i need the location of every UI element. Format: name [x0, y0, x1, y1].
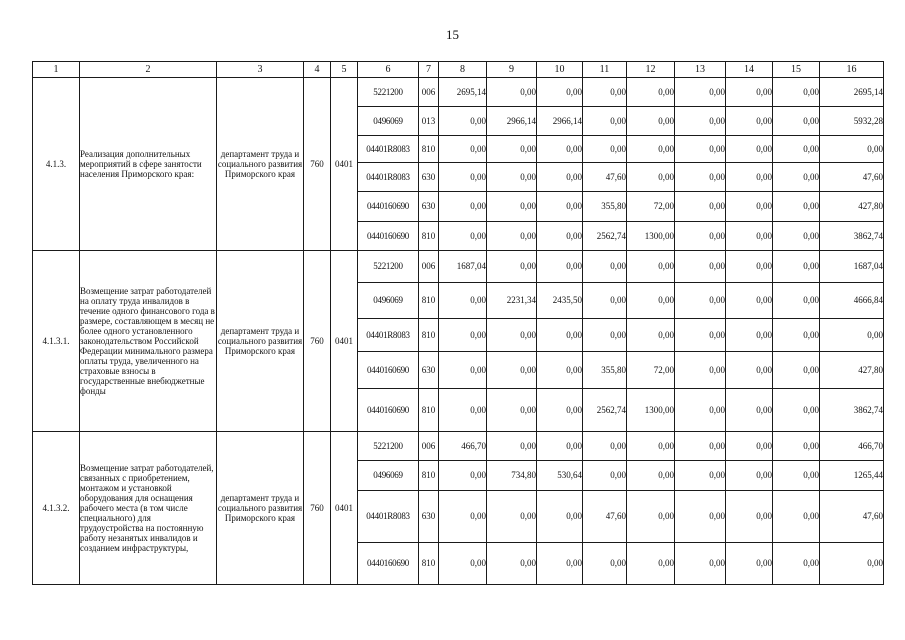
amount-cell: 1300,00 [627, 389, 675, 432]
header-cell: 2 [80, 62, 217, 78]
amount-cell: 3862,74 [820, 389, 884, 432]
amount-cell: 4666,84 [820, 283, 884, 319]
amount-cell: 0,00 [583, 432, 627, 461]
amount-cell: 1300,00 [627, 222, 675, 251]
target-article-cell: 0496069 [358, 283, 419, 319]
table-body [33, 78, 884, 585]
amount-cell: 0,00 [675, 78, 726, 107]
expense-type-cell: 810 [419, 389, 439, 432]
target-article-cell: 5221200 [358, 78, 419, 107]
amount-cell: 466,70 [439, 432, 487, 461]
amount-cell: 0,00 [726, 389, 773, 432]
target-article-cell: 5221200 [358, 432, 419, 461]
target-article-cell: 0440160690 [358, 389, 419, 432]
amount-cell: 0,00 [773, 251, 820, 283]
header-cell: 4 [304, 62, 331, 78]
amount-cell: 0,00 [487, 251, 537, 283]
amount-cell: 0,00 [537, 319, 583, 352]
target-article-cell: 0440160690 [358, 352, 419, 389]
amount-cell: 734,80 [487, 461, 537, 491]
amount-cell: 0,00 [675, 136, 726, 163]
amount-cell: 0,00 [537, 543, 583, 585]
amount-cell: 0,00 [675, 163, 726, 192]
amount-cell: 0,00 [726, 251, 773, 283]
rzpr-cell: 0401 [331, 432, 358, 585]
target-article-cell: 04401R8083 [358, 163, 419, 192]
amount-cell: 0,00 [439, 491, 487, 543]
amount-cell: 0,00 [773, 543, 820, 585]
amount-cell: 0,00 [726, 543, 773, 585]
amount-cell: 2562,74 [583, 389, 627, 432]
header-cell: 16 [820, 62, 884, 78]
target-article-cell: 0440160690 [358, 222, 419, 251]
amount-cell: 0,00 [583, 543, 627, 585]
target-article-cell: 0440160690 [358, 543, 419, 585]
amount-cell: 0,00 [583, 283, 627, 319]
amount-cell: 0,00 [773, 222, 820, 251]
amount-cell: 0,00 [627, 491, 675, 543]
amount-cell: 0,00 [487, 78, 537, 107]
measure-code-cell: 4.1.3. [33, 78, 80, 251]
amount-cell: 0,00 [773, 163, 820, 192]
target-article-cell: 04401R8083 [358, 319, 419, 352]
amount-cell: 2562,74 [583, 222, 627, 251]
amount-cell: 0,00 [487, 543, 537, 585]
amount-cell: 0,00 [583, 136, 627, 163]
amount-cell: 0,00 [583, 107, 627, 136]
amount-cell: 0,00 [773, 491, 820, 543]
amount-cell: 0,00 [820, 136, 884, 163]
amount-cell: 0,00 [439, 163, 487, 192]
amount-cell: 427,80 [820, 352, 884, 389]
amount-cell: 0,00 [726, 352, 773, 389]
amount-cell: 0,00 [820, 319, 884, 352]
amount-cell: 2695,14 [439, 78, 487, 107]
amount-cell: 0,00 [675, 192, 726, 222]
executor-cell: департамент труда и социального развития Приморского края [217, 78, 304, 251]
expense-type-cell: 630 [419, 163, 439, 192]
amount-cell: 0,00 [439, 352, 487, 389]
expense-type-cell: 630 [419, 491, 439, 543]
amount-cell: 0,00 [487, 319, 537, 352]
amount-cell: 466,70 [820, 432, 884, 461]
table-row [33, 251, 884, 283]
amount-cell: 0,00 [583, 319, 627, 352]
header-cell: 5 [331, 62, 358, 78]
amount-cell: 0,00 [726, 461, 773, 491]
amount-cell: 0,00 [773, 389, 820, 432]
header-cell: 9 [487, 62, 537, 78]
amount-cell: 0,00 [773, 283, 820, 319]
amount-cell: 2231,34 [487, 283, 537, 319]
amount-cell: 47,60 [583, 163, 627, 192]
target-article-cell: 0496069 [358, 107, 419, 136]
amount-cell: 0,00 [439, 107, 487, 136]
amount-cell: 0,00 [487, 192, 537, 222]
amount-cell: 0,00 [726, 78, 773, 107]
amount-cell: 0,00 [773, 107, 820, 136]
amount-cell: 72,00 [627, 192, 675, 222]
header-cell: 1 [33, 62, 80, 78]
amount-cell: 0,00 [726, 319, 773, 352]
expense-type-cell: 810 [419, 543, 439, 585]
amount-cell: 0,00 [627, 251, 675, 283]
amount-cell: 47,60 [820, 163, 884, 192]
amount-cell: 0,00 [726, 107, 773, 136]
table-row [33, 432, 884, 461]
amount-cell: 0,00 [726, 192, 773, 222]
header-cell: 11 [583, 62, 627, 78]
amount-cell: 1265,44 [820, 461, 884, 491]
measure-name-cell: Возмещение затрат работодателей, связанных с приобретением, монтажом и установкой оборудования для оснащения рабочего места (в том числе специального) для трудоустройства на постоянную работу незанятых инвалидов и созданием инфраструктуры, [80, 432, 217, 585]
expense-type-cell: 006 [419, 251, 439, 283]
expense-type-cell: 810 [419, 319, 439, 352]
page-number: 15 [446, 27, 459, 42]
amount-cell: 0,00 [675, 491, 726, 543]
amount-cell: 0,00 [537, 192, 583, 222]
amount-cell: 0,00 [627, 78, 675, 107]
amount-cell: 0,00 [537, 251, 583, 283]
amount-cell: 0,00 [675, 319, 726, 352]
amount-cell: 0,00 [675, 461, 726, 491]
measure-code-cell: 4.1.3.1. [33, 251, 80, 432]
amount-cell: 0,00 [439, 461, 487, 491]
header-cell: 6 [358, 62, 419, 78]
amount-cell: 0,00 [627, 461, 675, 491]
amount-cell: 2435,50 [537, 283, 583, 319]
amount-cell: 0,00 [537, 78, 583, 107]
amount-cell: 0,00 [439, 389, 487, 432]
amount-cell: 0,00 [773, 461, 820, 491]
amount-cell: 0,00 [439, 283, 487, 319]
amount-cell: 0,00 [773, 192, 820, 222]
executor-cell: департамент труда и социального развития Приморского края [217, 251, 304, 432]
amount-cell: 0,00 [439, 543, 487, 585]
amount-cell: 0,00 [726, 283, 773, 319]
amount-cell: 0,00 [820, 543, 884, 585]
header-cell: 8 [439, 62, 487, 78]
amount-cell: 0,00 [726, 136, 773, 163]
target-article-cell: 04401R8083 [358, 136, 419, 163]
measure-name-cell: Возмещение затрат работодателей на оплату труда инвалидов в течение одного финансового года в размере, составляющем в месяц не более одного установленного законодательством Российской Федерации минимального размера оплаты труда, увеличенного на страховые взносы в государственные внебюджетные фонды [80, 251, 217, 432]
amount-cell: 0,00 [537, 389, 583, 432]
amount-cell: 0,00 [675, 352, 726, 389]
amount-cell: 0,00 [627, 163, 675, 192]
amount-cell: 0,00 [675, 222, 726, 251]
table-header [33, 62, 884, 78]
amount-cell: 0,00 [537, 163, 583, 192]
amount-cell: 0,00 [487, 389, 537, 432]
amount-cell: 0,00 [627, 319, 675, 352]
header-cell: 13 [675, 62, 726, 78]
measure-name-cell: Реализация дополнительных мероприятий в сфере занятости населения Приморского края: [80, 78, 217, 251]
expense-type-cell: 630 [419, 352, 439, 389]
amount-cell: 0,00 [773, 78, 820, 107]
target-article-cell: 0496069 [358, 461, 419, 491]
amount-cell: 0,00 [627, 283, 675, 319]
amount-cell: 0,00 [627, 136, 675, 163]
grbs-cell: 760 [304, 251, 331, 432]
rzpr-cell: 0401 [331, 251, 358, 432]
amount-cell: 0,00 [439, 222, 487, 251]
amount-cell: 0,00 [675, 283, 726, 319]
amount-cell: 355,80 [583, 352, 627, 389]
amount-cell: 0,00 [487, 491, 537, 543]
amount-cell: 0,00 [537, 222, 583, 251]
amount-cell: 0,00 [439, 136, 487, 163]
amount-cell: 0,00 [675, 251, 726, 283]
expense-type-cell: 810 [419, 136, 439, 163]
amount-cell: 0,00 [583, 461, 627, 491]
amount-cell: 0,00 [726, 491, 773, 543]
amount-cell: 72,00 [627, 352, 675, 389]
rzpr-cell: 0401 [331, 78, 358, 251]
grbs-cell: 760 [304, 432, 331, 585]
target-article-cell: 04401R8083 [358, 491, 419, 543]
target-article-cell: 0440160690 [358, 192, 419, 222]
amount-cell: 0,00 [583, 78, 627, 107]
amount-cell: 0,00 [537, 136, 583, 163]
grbs-cell: 760 [304, 78, 331, 251]
measure-code-cell: 4.1.3.2. [33, 432, 80, 585]
amount-cell: 0,00 [675, 543, 726, 585]
amount-cell: 1687,04 [439, 251, 487, 283]
amount-cell: 0,00 [537, 432, 583, 461]
amount-cell: 0,00 [773, 432, 820, 461]
amount-cell: 0,00 [627, 107, 675, 136]
amount-cell: 530,64 [537, 461, 583, 491]
amount-cell: 0,00 [487, 432, 537, 461]
header-cell: 10 [537, 62, 583, 78]
amount-cell: 0,00 [487, 222, 537, 251]
amount-cell: 47,60 [583, 491, 627, 543]
header-cell: 15 [773, 62, 820, 78]
amount-cell: 0,00 [439, 319, 487, 352]
expense-type-cell: 810 [419, 283, 439, 319]
table-row [33, 78, 884, 107]
header-cell: 3 [217, 62, 304, 78]
amount-cell: 0,00 [773, 136, 820, 163]
expense-type-cell: 006 [419, 432, 439, 461]
header-cell: 12 [627, 62, 675, 78]
amount-cell: 2695,14 [820, 78, 884, 107]
amount-cell: 0,00 [675, 389, 726, 432]
amount-cell: 0,00 [487, 163, 537, 192]
target-article-cell: 5221200 [358, 251, 419, 283]
amount-cell: 0,00 [487, 352, 537, 389]
amount-cell: 355,80 [583, 192, 627, 222]
amount-cell: 0,00 [487, 136, 537, 163]
amount-cell: 0,00 [627, 543, 675, 585]
expense-type-cell: 810 [419, 222, 439, 251]
amount-cell: 2966,14 [487, 107, 537, 136]
amount-cell: 0,00 [726, 222, 773, 251]
amount-cell: 0,00 [726, 432, 773, 461]
amount-cell: 0,00 [773, 319, 820, 352]
amount-cell: 0,00 [583, 251, 627, 283]
header-cell: 7 [419, 62, 439, 78]
expense-type-cell: 810 [419, 461, 439, 491]
amount-cell: 1687,04 [820, 251, 884, 283]
executor-cell: департамент труда и социального развития Приморского края [217, 432, 304, 585]
expense-type-cell: 006 [419, 78, 439, 107]
expense-type-cell: 013 [419, 107, 439, 136]
amount-cell: 0,00 [537, 491, 583, 543]
amount-cell: 427,80 [820, 192, 884, 222]
header-cell: 14 [726, 62, 773, 78]
expense-type-cell: 630 [419, 192, 439, 222]
amount-cell: 2966,14 [537, 107, 583, 136]
amount-cell: 0,00 [439, 192, 487, 222]
budget-table [32, 61, 884, 585]
amount-cell: 5932,28 [820, 107, 884, 136]
amount-cell: 3862,74 [820, 222, 884, 251]
amount-cell: 0,00 [675, 107, 726, 136]
amount-cell: 0,00 [726, 163, 773, 192]
amount-cell: 0,00 [627, 432, 675, 461]
amount-cell: 0,00 [537, 352, 583, 389]
amount-cell: 0,00 [773, 352, 820, 389]
amount-cell: 47,60 [820, 491, 884, 543]
amount-cell: 0,00 [675, 432, 726, 461]
